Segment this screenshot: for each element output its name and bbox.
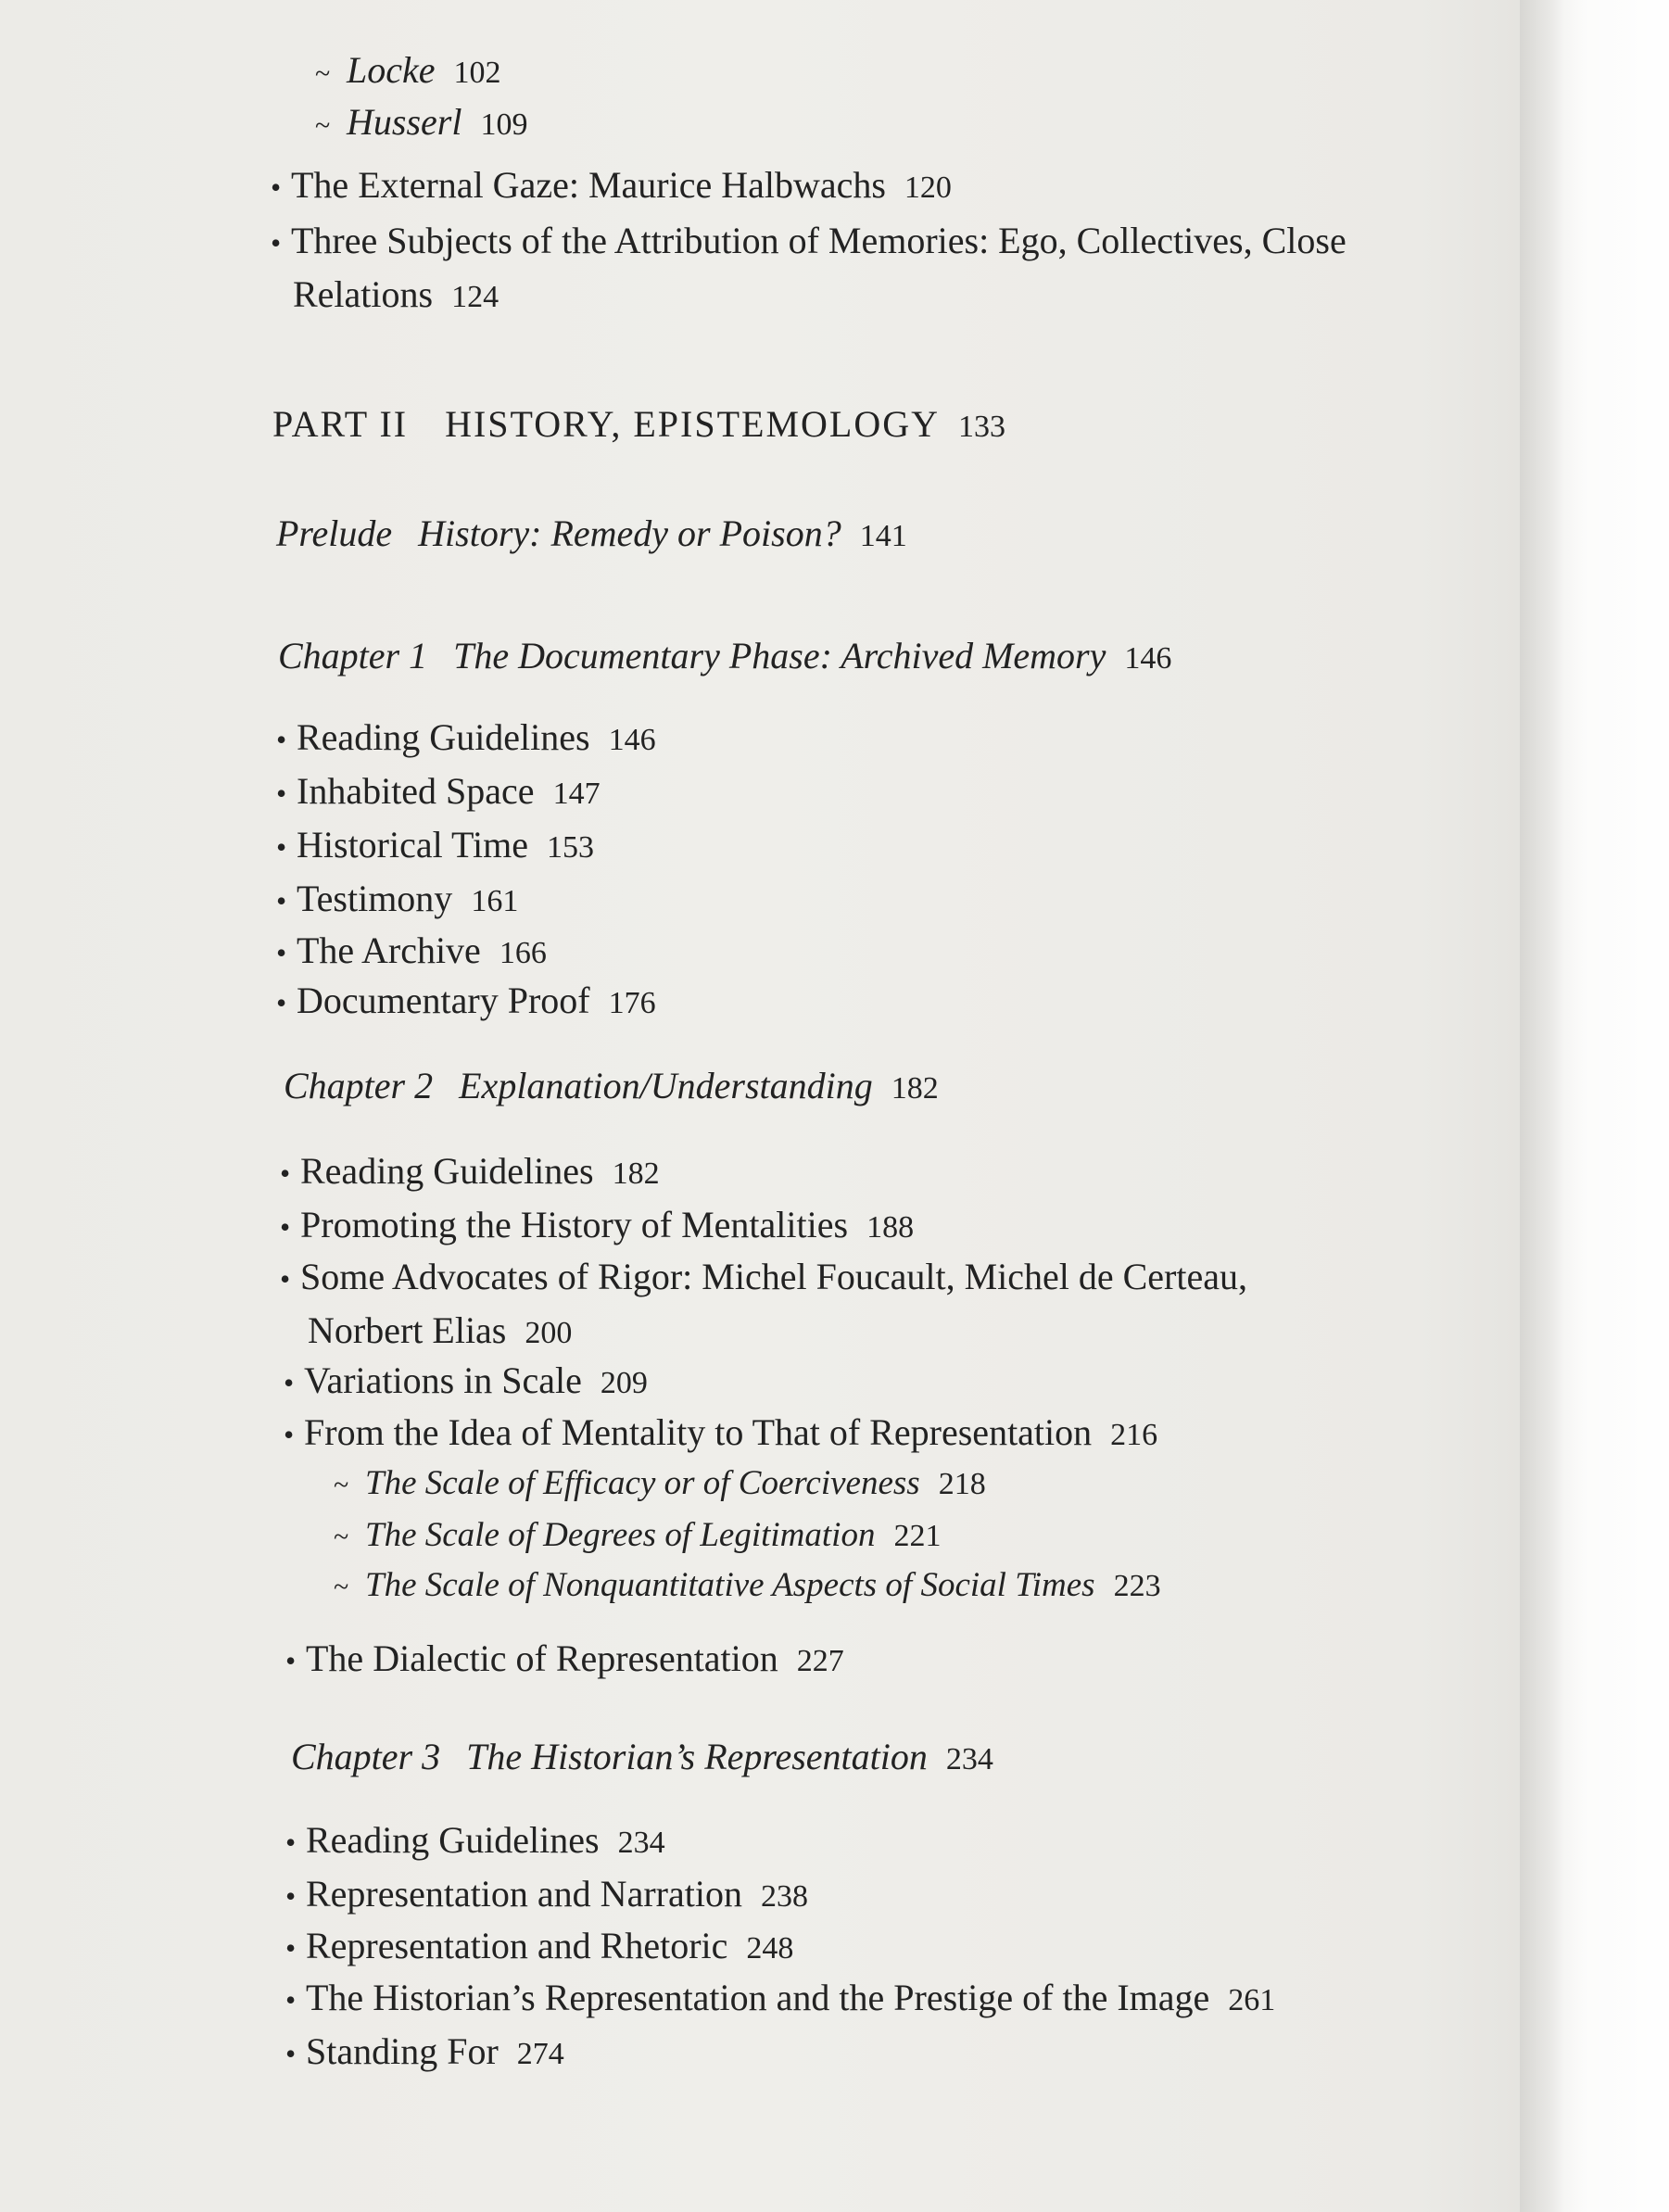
bullet-glyph: • [285,1879,297,1913]
entry-title: Documentary Proof [297,980,590,1021]
prelude-label: Prelude [276,512,393,554]
bullet-glyph: • [285,1931,297,1965]
bullet-glyph: • [276,777,287,810]
prelude-title: History: Remedy or Poison? [418,512,841,554]
part-label: PART II [272,403,409,445]
page-number: 102 [453,56,501,90]
page-number: 221 [893,1519,942,1553]
chapter-title: The Documentary Phase: Archived Memory [453,635,1106,676]
toc-entry [276,880,518,917]
toc-entry [280,1150,660,1192]
entry-title: Representation and Rhetoric [306,1925,728,1966]
entry-title-continuation: Norbert Elias [308,1309,507,1351]
page-number: 120 [904,171,952,205]
page-number: 182 [612,1157,660,1191]
page-number: 146 [608,723,656,757]
page-number: 248 [746,1931,794,1966]
bullet-glyph: • [285,1644,297,1677]
toc-subentry-locke [315,49,501,91]
toc-entry [276,770,601,812]
page-number: 166 [499,936,547,970]
toc-subentry [334,1518,941,1552]
chapter-2-heading [284,1065,939,1106]
entry-title: Husserl [347,101,462,143]
bullet-glyph: • [280,1210,291,1244]
prelude-heading [276,512,907,554]
chapter-label: Chapter 1 [278,635,428,676]
toc-entry-three-subjects [271,222,1347,259]
toc-entry [284,1411,1158,1453]
entry-title: Representation and Narration [306,1873,742,1915]
entry-title: Some Advocates of Rigor: Michel Foucault, Michel de Certeau, [300,1256,1247,1297]
dash-glyph: ~ [315,110,331,141]
dash-glyph: ~ [334,1470,349,1500]
bullet-glyph: • [285,2037,297,2070]
toc-subentry-husserl [315,101,528,143]
page-number: 141 [859,519,907,553]
page-number: 238 [760,1879,808,1914]
page-number: 234 [617,1826,665,1860]
bullet-glyph: • [276,723,287,756]
entry-title: The Scale of Efficacy or of Coerciveness [365,1464,920,1502]
entry-title: Inhabited Space [297,770,535,812]
toc-entry [285,2030,564,2072]
bullet-glyph: • [284,1418,295,1451]
entry-title: Reading Guidelines [297,716,590,758]
toc-entry [276,982,656,1019]
entry-title: Variations in Scale [304,1359,582,1401]
toc-entry [280,1258,1247,1296]
chapter-label: Chapter 3 [291,1736,441,1777]
entry-title: Reading Guidelines [300,1150,594,1192]
entry-title-continuation: Relations [293,273,434,315]
entry-title: The Archive [297,929,481,971]
entry-title: The Dialectic of Representation [306,1637,778,1679]
part-title: HISTORY, EPISTEMOLOGY [445,403,941,445]
toc-entry-continuation [287,1309,573,1351]
dash-glyph: ~ [315,58,331,89]
page-number: 227 [796,1644,844,1678]
entry-title: The External Gaze: Maurice Halbwachs [291,164,886,206]
toc-entry [285,1979,1275,2016]
page-number: 146 [1124,641,1172,676]
toc-entry-external-gaze [271,164,952,206]
page-number: 182 [891,1071,939,1106]
bullet-glyph: • [285,1826,297,1859]
bullet-glyph: • [276,936,287,969]
page-number: 218 [938,1467,986,1501]
page-number: 261 [1228,1983,1276,2017]
toc-entry [276,716,656,758]
bullet-glyph: • [280,1157,291,1190]
bullet-glyph: • [271,171,282,204]
entry-title: Three Subjects of the Attribution of Memories: Ego, Collectives, Close [291,220,1347,261]
entry-title: Standing For [306,2030,499,2072]
toc-entry [285,1637,844,1679]
page-number: 200 [525,1316,573,1350]
toc-entry [285,1925,794,1966]
chapter-3-heading [291,1738,993,1776]
bullet-glyph: • [276,884,287,917]
page-number: 109 [480,107,528,142]
bullet-glyph: • [284,1366,295,1399]
page-number: 223 [1113,1569,1161,1603]
chapter-label: Chapter 2 [284,1065,434,1106]
page-number: 176 [608,986,656,1020]
bullet-glyph: • [276,830,287,864]
entry-title: From the Idea of Mentality to That of Representation [304,1411,1093,1453]
toc-entry [280,1204,915,1245]
page-number: 188 [866,1210,915,1245]
bullet-glyph: • [276,986,287,1019]
chapter-title: The Historian’s Representation [466,1736,928,1777]
page-number: 234 [945,1742,993,1776]
toc-entry-three-subjects-continuation [272,273,499,315]
bullet-glyph: • [271,226,282,259]
dash-glyph: ~ [334,1572,349,1602]
entry-title: Reading Guidelines [306,1819,600,1861]
toc-subentry [334,1568,1161,1602]
page-edge [1520,0,1669,2212]
toc-entry [276,824,595,866]
part-heading [272,403,1006,445]
bullet-glyph: • [280,1262,291,1296]
page-number: 124 [451,280,499,314]
entry-title: The Scale of Degrees of Legitimation [365,1516,876,1554]
entry-title: Promoting the History of Mentalities [300,1204,849,1245]
chapter-title: Explanation/Understanding [459,1065,873,1106]
page-number: 209 [600,1366,648,1400]
page-number: 274 [516,2037,564,2071]
toc-entry [285,1873,808,1915]
page-number: 216 [1110,1418,1158,1452]
entry-title: Locke [347,49,436,91]
page-number: 147 [552,777,601,811]
toc-entry [285,1819,665,1861]
toc-entry [276,929,547,971]
bullet-glyph: • [285,1983,297,2016]
dash-glyph: ~ [334,1522,349,1552]
entry-title: The Scale of Nonquantitative Aspects of Social Times [365,1566,1095,1604]
toc-subentry [334,1466,986,1500]
page-number: 161 [471,884,519,918]
entry-title: Testimony [297,878,453,919]
page-number: 133 [958,410,1006,444]
entry-title: Historical Time [297,824,529,866]
page-number: 153 [547,830,595,865]
toc-entry [284,1359,648,1401]
chapter-1-heading [278,635,1172,676]
entry-title: The Historian’s Representation and the Prestige of the Image [306,1977,1210,2018]
